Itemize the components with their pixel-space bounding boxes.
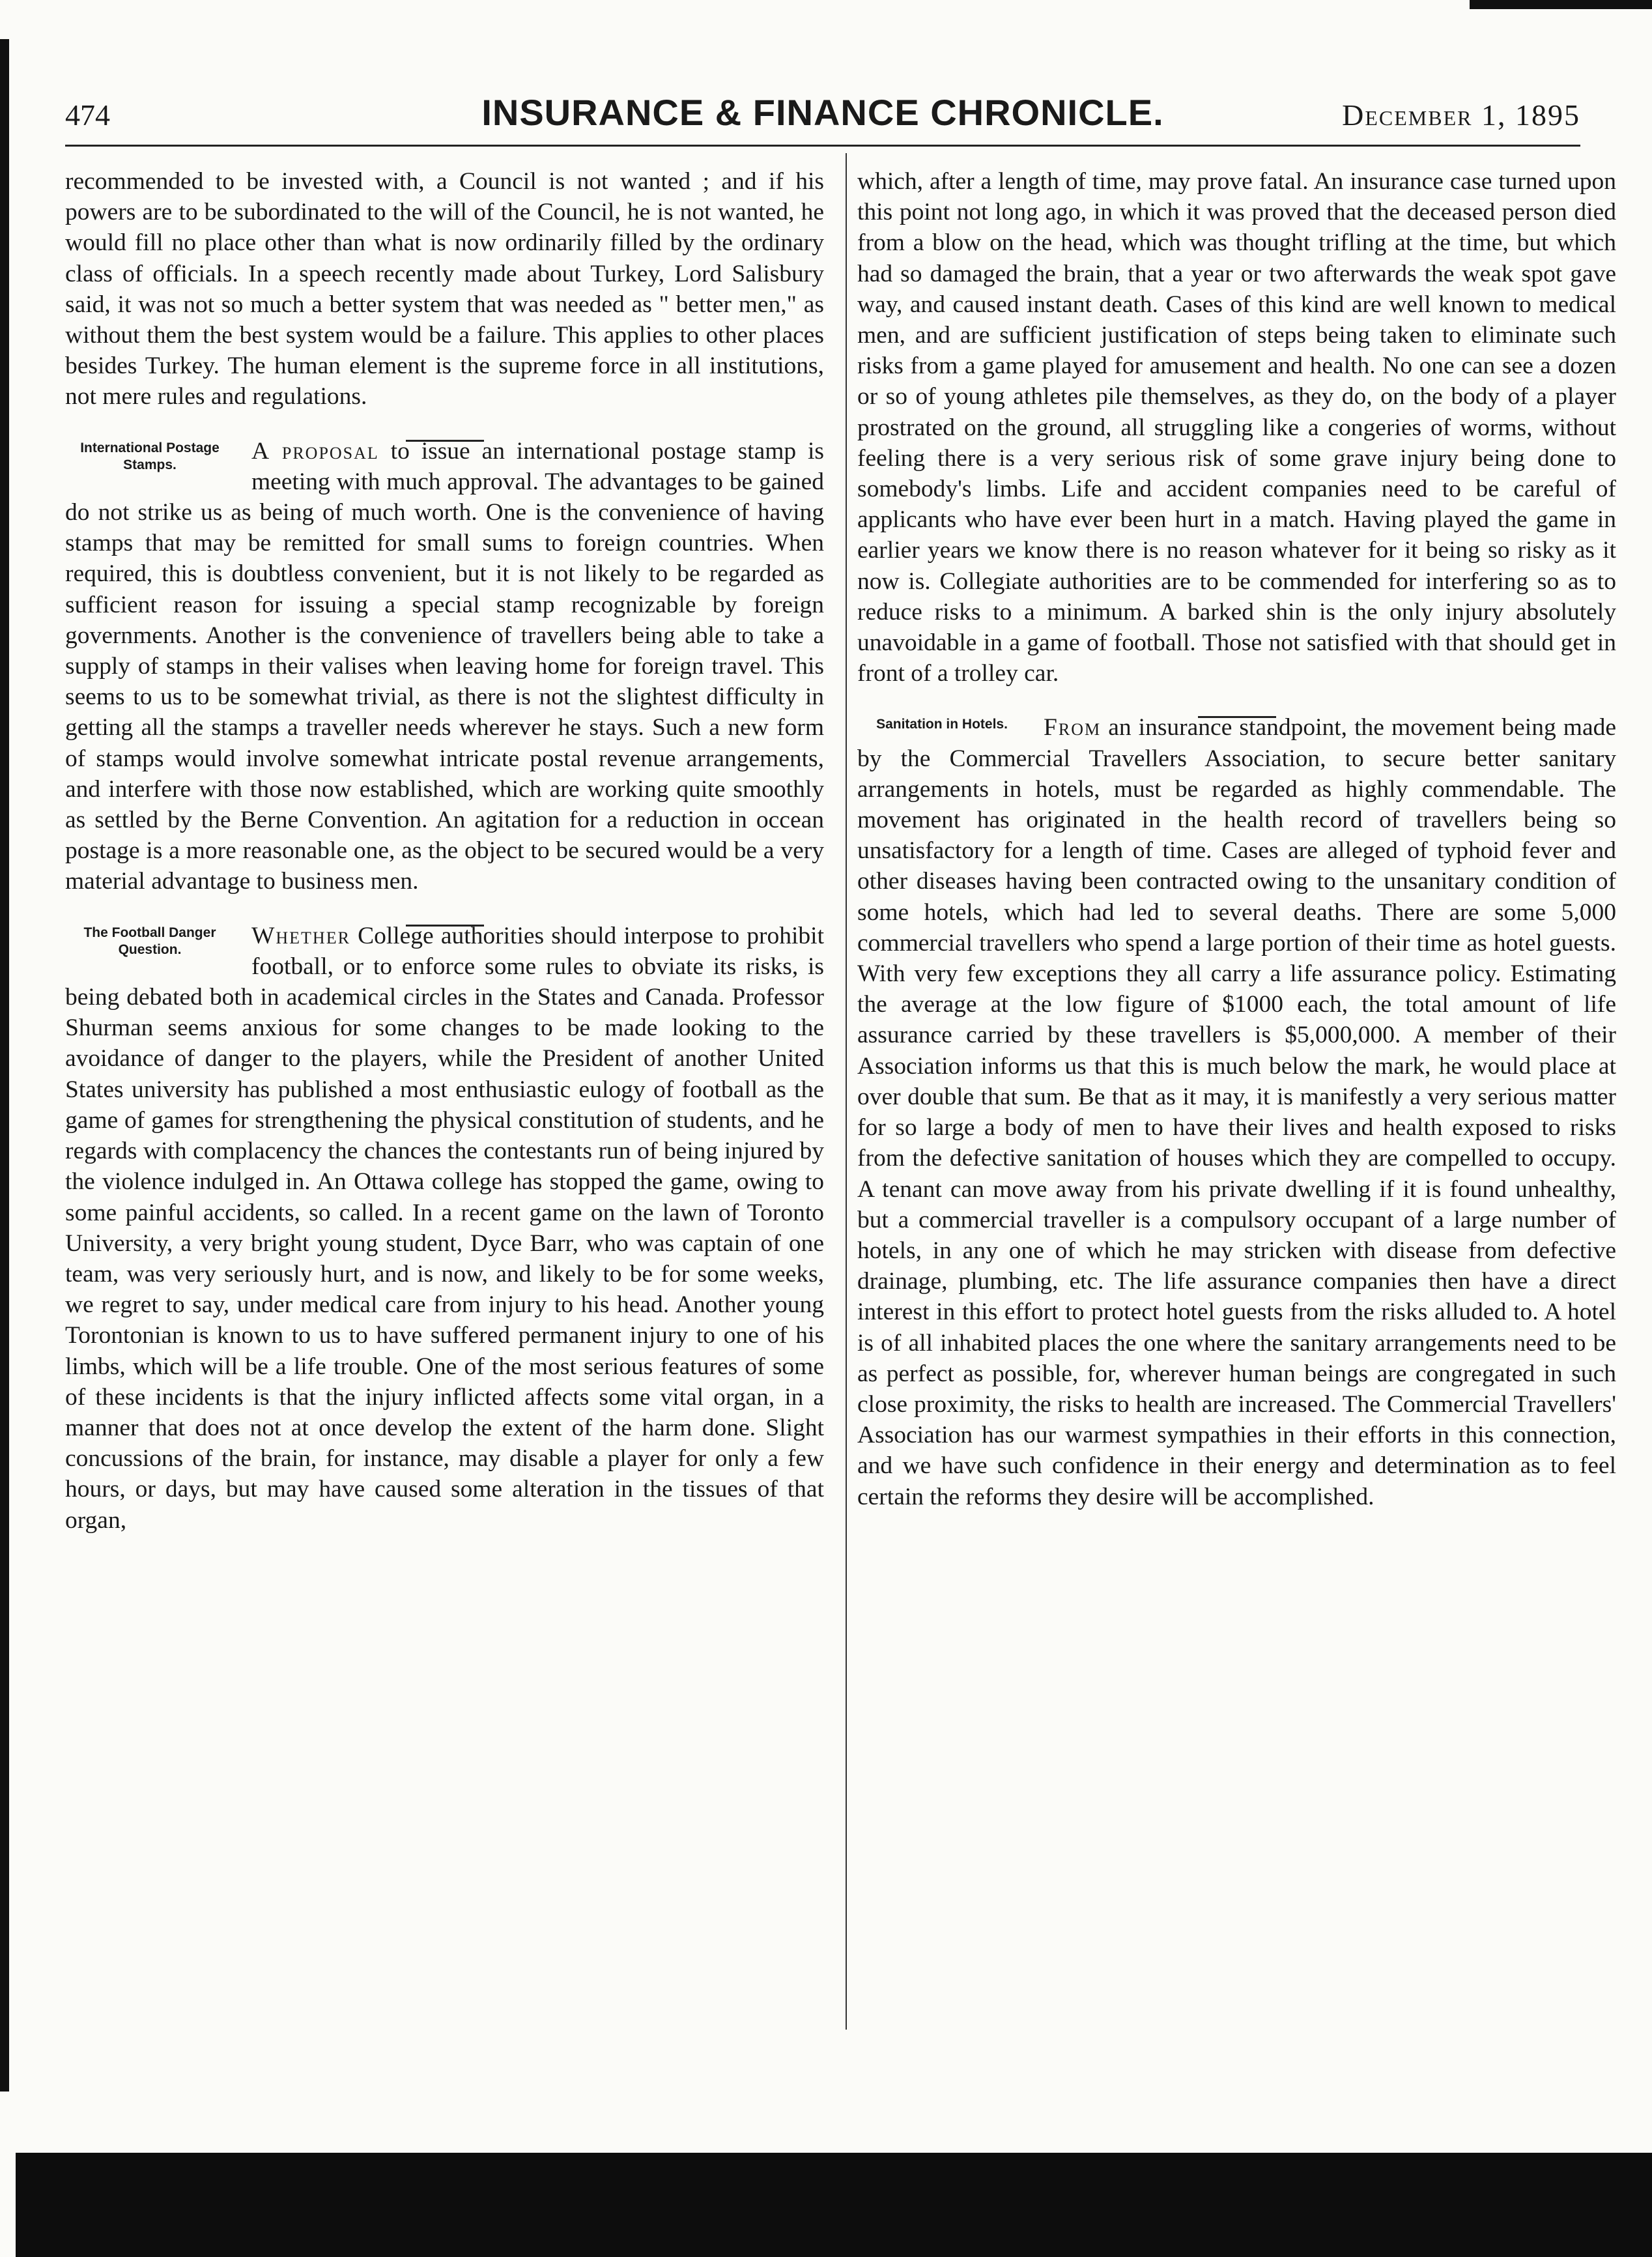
stamps-article xyxy=(65,436,824,897)
stamps-body: to issue an international postage stamp is meeting with much approval. The advantages to be gained do not strike us as being of much worth. One is the convenience of having stamps that may be remitted for small sums to foreign countries. When required, this is doubtless convenient, but it is not likely to be regarded as sufficient reason for issuing a special stamp recognizable by foreign governments. Another is the convenience of travellers being able to take a supply of stamps in their valises when leaving home for foreign travel. This seems to us to be somewhat trivial, as there is not the slightest difficulty in getting all the stamps a traveller needs wherever he stays. Such a new form of stamps would involve somewhat intricate postal revenue arrangements, and interfere with those now established, which are working quite smoothly as settled by the Berne Convention. An agitation for a reduction in occean postage is a more reasonable one, as the object to be secured would be a very material advantage to business men. xyxy=(65,437,825,895)
football-sidenote: The Football Danger Question. xyxy=(83,925,216,957)
right-column xyxy=(857,166,1616,1516)
binding-edge xyxy=(0,39,9,2092)
left-column xyxy=(65,166,824,1540)
sanitation-sidenote: Sanitation in Hotels. xyxy=(876,717,1008,732)
column-divider xyxy=(846,153,847,2030)
issue-date: December 1, 1895 xyxy=(1342,98,1580,132)
sanitation-paragraph xyxy=(857,712,1616,1512)
header-rule xyxy=(65,145,1580,147)
scan-bottom-margin xyxy=(16,2153,1652,2257)
page-header xyxy=(65,91,1580,143)
football-body: College authorities should interpose to prohibit football, or to enforce some rules to obviate its risks, is being debated both in academical circles in the States and Canada. Professor Shurman seems anxious for some changes to be made looking to the avoidance of danger to the players, while the President of another United States university has published a most enthusiastic eulogy of football as the game of games for strengthening the physical constitution of students, and he regards with complacency the chances the contestants run of being injured by the violence indulged in. An Ottawa college has stopped the game, owing to some painful accidents, so called. In a recent game on the lawn of Toronto University, a very bright young student, Dyce Barr, who was captain of one team, was very seriously hurt, and is now, and likely to be for some weeks, we regret to say, under medical care from injury to his head. Another young Torontonian is known to us to have suffered permanent injury to one of his limbs, which will be a life trouble. One of the most serious features of some of these incidents is that the injury inflicted affects some vital organ, in a manner that does not at once develop the extent of the harm done. Slight concussions of the brain, for instance, may disable a player for only a few hours, or days, but may have caused some alteration in the tissues of that organ, xyxy=(65,922,824,1534)
football-continued: which, after a length of time, may prove fatal. An insurance case turned upon this point not long ago, in which it was proved that the deceased person died from a blow on the head, which was thought trifling at the time, but which had so damaged the brain, that a year or two afterwards the weak spot gave way, and caused instant death. Cases of this kind are well known to medical men, and are sufficient justification of steps being taken to eliminate such risks from a game played for amusement and health. No one can see a dozen or so of young athletes pile themselves, as they do, on the body of a player prostrated on the ground, all struggling like a congeries of worms, without feeling there is a very serious risk of some grave injury being done to somebody's limbs. Life and accident companies need to be careful of applicants who have ever been hurt in a match. Having played the game in earlier years we know there is no reason whatever for it being so risky as it now is. Collegiate authorities are to be commended for interfering so as to reduce risks to a minimum. A barked shin is the only injury absolutely unavoidable in a game of football. Those not satisfied with that should get in front of a trolley car. xyxy=(857,168,1616,687)
sanitation-article xyxy=(857,712,1616,1512)
sanitation-body: an insurance standpoint, the movement being made by the Commercial Travellers Association, to secure better sanitary arrangements in hotels, must be regarded as highly commendable. The movement has originated in the health record of travellers being so unsatisfactory for a length of time. Cases are alleged of typhoid fever and other diseases having been contracted owing to the unsanitary condition of some hotels, which had led to several deaths. There are some 5,000 commercial travellers who spend a large portion of their time as hotel guests. With very few exceptions they all carry a life assurance policy. Estimating the average at the low figure of $1000 each, the total amount of life assurance carried by these travellers is $5,000,000. A member of their Association informs us that this is much below the mark, he would place at over double that sum. Be that as it may, it is manifestly a very serious matter for so large a body of men to have their lives and health exposed to risks from the defective sanitation of houses which they are compelled to occupy. A tenant can move away from his private dwelling if it is found unhealthy, but a commercial traveller is a compulsory occupant of a large number of hotels, in any one of which he may stricken with disease from defective drainage, plumbing, etc. The life assurance companies then have a direct interest in this effort to protect hotel guests from the risks alluded to. A hotel is of all inhabited places the one where the sanitary arrangements need to be as perfect as possible, for, wherever human beings are congregated in such close proximity, the risks to health are increased. The Commercial Travellers' Association has our warmest sympathies in their efforts in this connection, and we have such confidence in their energy and determination as to feel certain the reforms they desire will be accomplished. xyxy=(857,714,1617,1510)
intro-paragraph: recommended to be invested with, a Council is not wanted ; and if his powers are to be subordinated to the will of the Council, he is not wanted, he would fill no place other than what is now ordinarily filled by the ordinary class of officials. In a speech recently made about Turkey, Lord Salisbury said, it was not so much a better system that was needed as " better men," as without them the best system would be a failure. This applies to other places besides Turkey. The human element is the supreme force in all institutions, not mere rules and regulations. xyxy=(65,168,824,410)
football-article xyxy=(65,921,824,1536)
stamps-sidenote: International Postage Stamps. xyxy=(80,440,220,472)
football-paragraph xyxy=(65,921,824,1536)
scan-artifact-top xyxy=(1470,0,1652,9)
football-lead: Whether xyxy=(251,922,350,949)
page-number: 474 xyxy=(65,98,110,132)
stamps-paragraph xyxy=(65,436,824,897)
publication-title: INSURANCE & FINANCE CHRONICLE. xyxy=(481,92,1164,133)
sanitation-lead: From xyxy=(1044,714,1102,741)
stamps-lead: A proposal xyxy=(251,437,379,465)
